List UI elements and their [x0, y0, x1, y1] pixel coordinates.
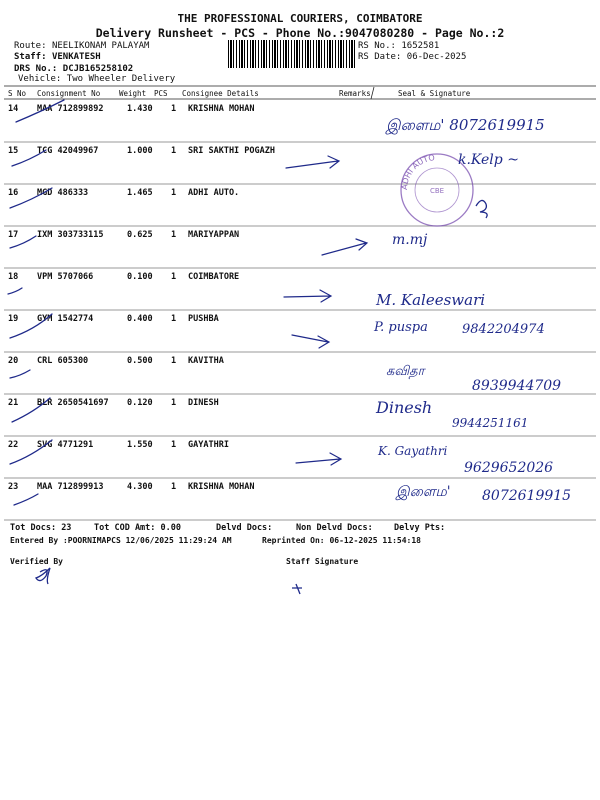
reprinted-on: Reprinted On: 06-12-2025 11:54:18: [262, 536, 421, 545]
handwritten-signature: P. puspa: [374, 320, 428, 335]
table-row: 23 MAA 712899913 4.300 1 KRISHNA MOHAN: [8, 482, 255, 492]
verified-signature: [36, 568, 50, 584]
table-row: 19 GYM 1542774 0.400 1 PUSHBA: [8, 314, 219, 324]
col-remarks: Remarks: [339, 89, 371, 98]
handwritten-signature: இளைம' 8072619915: [386, 116, 545, 134]
table-row: 18 VPM 5707066 0.100 1 COIMBATORE: [8, 272, 240, 282]
col-consignee: Consignee Details: [182, 89, 259, 98]
route-line: Route: NEELIKONAM PALAYAM: [14, 41, 150, 51]
non-delvd-docs: Non Delvd Docs:: [296, 523, 373, 533]
staff-signature-label: Staff Signature: [286, 557, 359, 566]
handwritten-signature: இளைம': [396, 484, 451, 500]
handwritten-signature: m.mj: [392, 232, 428, 248]
rs-date-value: 06-Dec-2025: [406, 52, 467, 62]
delvy-pts: Delvy Pts:: [394, 523, 446, 533]
table-row: 17 IXM 303733115 0.625 1 MARIYAPPAN: [8, 230, 240, 240]
verified-by-label: Verified By: [10, 557, 63, 566]
route-value: NEELIKONAM PALAYAM: [51, 41, 150, 51]
tick-mark: [10, 188, 52, 208]
arrow-icon: [292, 335, 329, 348]
tick-mark: [10, 440, 52, 464]
col-sno: S No: [8, 89, 27, 98]
remark-arrows: [284, 156, 367, 465]
vehicle-line: Vehicle: Two Wheeler Delivery: [18, 74, 176, 84]
col-weight: Weight: [119, 89, 147, 98]
tot-docs: Tot Docs: 23: [10, 523, 72, 533]
rs-date-line: RS Date: 06-Dec-2025: [358, 52, 467, 62]
tick-mark: [12, 150, 46, 166]
handwritten-phone: 9842204974: [462, 322, 545, 337]
tick-mark: [10, 314, 52, 338]
tick-mark: [14, 494, 38, 505]
tick-mark: [16, 100, 64, 122]
runsheet-title: Delivery Runsheet - PCS - Phone No.:9047080280 - Page No.:2: [95, 26, 505, 40]
handwritten-signature: கவிதா: [386, 364, 425, 379]
company-title: THE PROFESSIONAL COURIERS, COIMBATORE: [177, 12, 423, 25]
delvd-docs: Delvd Docs:: [216, 523, 273, 533]
tick-mark: [12, 398, 50, 422]
tick-mark: [8, 288, 22, 294]
vehicle-value: Two Wheeler Delivery: [66, 74, 176, 84]
tick-mark: [10, 236, 36, 248]
staff-line: Staff: VENKATESH: [14, 52, 101, 62]
arrow-icon: [286, 156, 339, 168]
col-pcs: PCS: [154, 89, 168, 98]
signature-scribble: [476, 200, 487, 218]
handwritten-signature: K. Gayathri: [378, 444, 448, 458]
rs-no-line: RS No.: 1652581: [358, 41, 440, 51]
remarks-divider: [371, 87, 374, 99]
table-row: 22 SVG 4771291 1.550 1 GAYATHRI: [8, 440, 229, 450]
table-row: 16 MGD 486333 1.465 1 ADHI AUTO.: [8, 188, 240, 198]
entered-by: Entered By :POORNIMAPCS 12/06/2025 11:29:24 AM: [10, 536, 232, 545]
handwritten-phone: 9944251161: [452, 416, 529, 430]
handwritten-signature: Dinesh: [376, 398, 433, 417]
handwritten-signature: M. Kaleeswari: [376, 291, 486, 309]
drs-line: DRS No.: DCJB165258102: [14, 64, 134, 74]
tick-mark: [10, 370, 30, 378]
stamp-text: ADHI AUTO: [399, 152, 436, 191]
arrow-icon: [284, 290, 331, 302]
handwritten-phone: 8072619915: [482, 488, 572, 504]
col-seal: Seal & Signature: [398, 89, 471, 98]
table-row: 21 BLR 2650541697 0.120 1 DINESH: [8, 398, 219, 408]
stamp-center: CBE: [429, 187, 445, 195]
rs-no-value: 1652581: [401, 41, 440, 51]
tick-marks: [8, 100, 64, 505]
table-row: 20 CRL 605300 0.500 1 KAVITHA: [8, 356, 224, 366]
col-consignment: Consignment No: [37, 89, 101, 98]
table-row: 15 TCG 42049967 1.000 1 SRI SAKTHI POGAZH: [8, 146, 275, 156]
staff-value: VENKATESH: [51, 52, 101, 62]
drs-value: DCJB165258102: [62, 64, 134, 74]
arrow-icon: [296, 453, 341, 465]
arrow-icon: [322, 239, 367, 255]
handwritten-phone: 9629652026: [464, 460, 554, 476]
table-row: 14 MAA 712899892 1.430 1 KRISHNA MOHAN: [8, 104, 255, 114]
handwritten-phone: 8939944709: [472, 378, 562, 394]
handwritten-signature: k.Kelp ~: [458, 152, 519, 168]
tot-cod: Tot COD Amt: 0.00: [94, 523, 182, 533]
staff-signature: [292, 584, 302, 594]
